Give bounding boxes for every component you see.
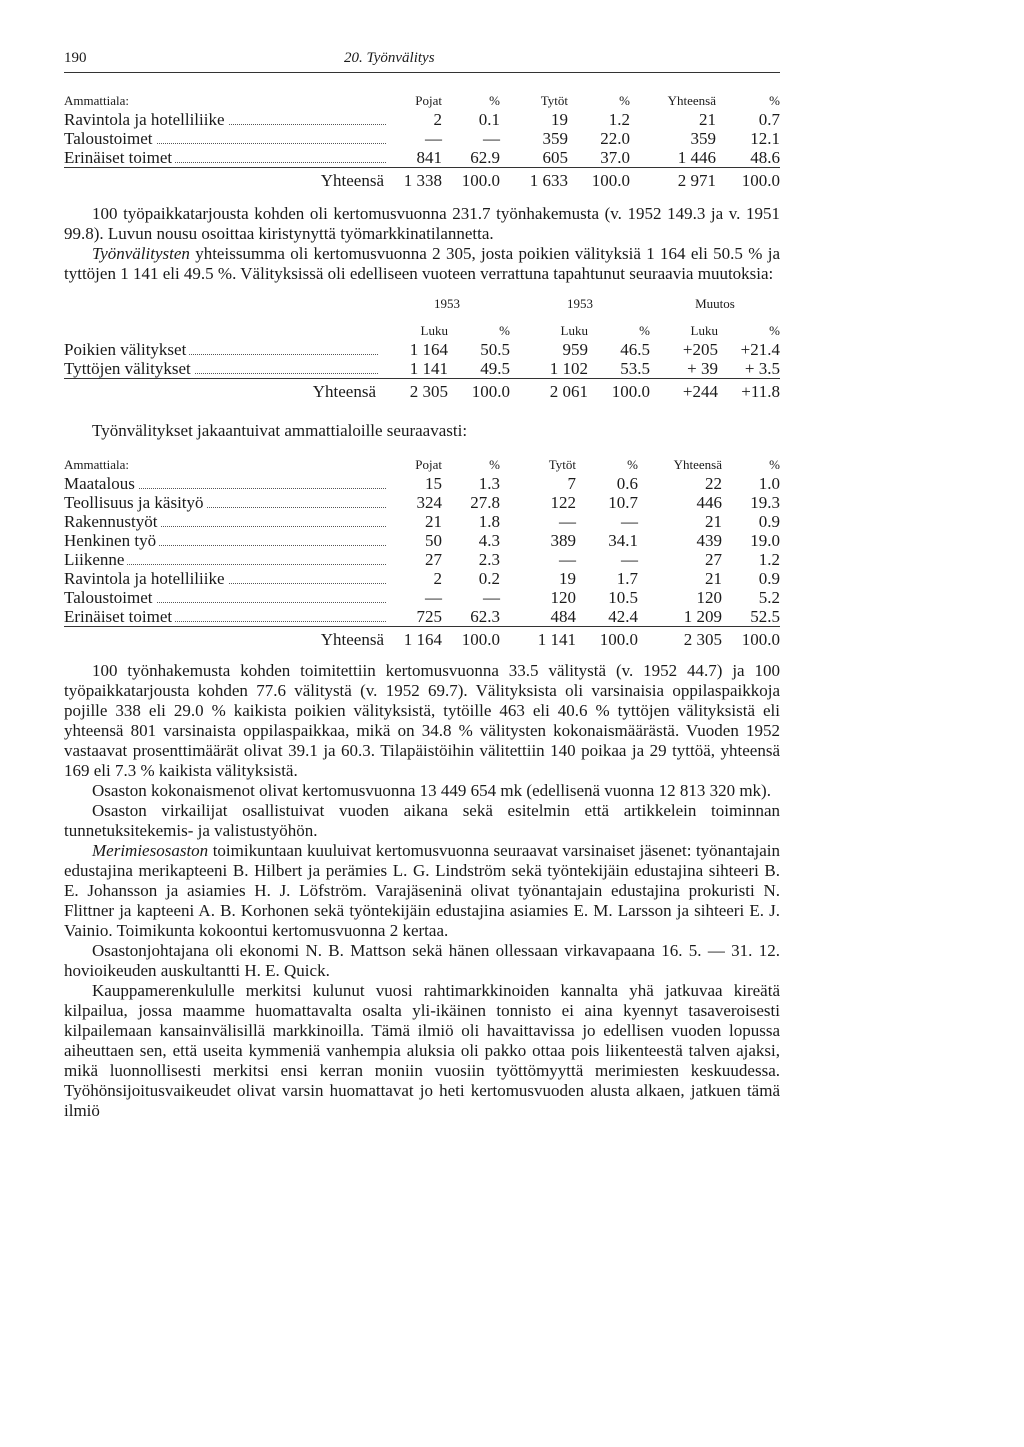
column-header: % <box>769 323 780 338</box>
table-cell: 100.0 <box>588 379 650 402</box>
table-cell: 1 164 <box>409 340 448 359</box>
table-occupations <box>64 455 780 649</box>
table-cell: 446 <box>696 493 722 512</box>
paragraph-text: toimikuntaan kuuluivat kertomusvuonna seuraavat varsinaiset jäsenet: työnantajain edustajina merikapteeni B. Hilbert ja perämies L. G. Lindström sekä työntekijäin edustajina sihteeri B. E. Johansson ja asiamies H. J. Löfström. Varajäseninä olivat työnantajain edustajina prokuristi N. Flittner ja kapteeni A. B. Korhonen sekä työntekijäin edustajina asiamies E. M. Larsson ja sihteeri E. J. Vainio. Toimikunta kokoontui kertomusvuonna 2 kertaa. <box>64 841 780 940</box>
row-label: Taloustoimet <box>64 129 392 148</box>
table-row <box>64 588 780 607</box>
table-cell: 1 446 <box>677 148 716 167</box>
table-total-row <box>64 627 780 650</box>
table-header-row <box>64 321 780 340</box>
page-number: 190 <box>64 50 87 66</box>
row-label: Rakennustyöt <box>64 512 392 531</box>
table-cell: 53.5 <box>620 359 650 378</box>
table-cell: 605 <box>542 148 568 167</box>
table-cell: 49.5 <box>480 359 510 378</box>
table-cell: 0.2 <box>478 569 500 588</box>
table-cell: 0.9 <box>758 569 780 588</box>
table-cell: — <box>621 512 638 531</box>
column-header: Ammattiala: <box>64 457 129 472</box>
table-cell: 484 <box>550 607 576 626</box>
paragraph: Osaston kokonaismenot olivat kertomusvuonna 13 449 654 mk (edellisenä vuonna 12 813 320 mk). <box>92 781 771 800</box>
paragraph <box>64 841 780 941</box>
table-cell: 21 <box>425 512 442 531</box>
table-cell: 27 <box>705 550 722 569</box>
table-cell: 21 <box>705 569 722 588</box>
table-header-row <box>64 91 780 110</box>
column-header: % <box>499 323 510 338</box>
table-cell: 12.1 <box>750 129 780 148</box>
table-cell: 19.3 <box>750 493 780 512</box>
table-placement-changes <box>64 294 780 401</box>
italic-term: Merimiesosaston <box>92 841 209 860</box>
table-cell: 46.5 <box>620 340 650 359</box>
table-cell: — <box>483 129 500 148</box>
table-cell: 21 <box>699 110 716 129</box>
table-cell: 21 <box>705 512 722 531</box>
row-label: Liikenne <box>64 550 392 569</box>
total-label: Yhteensä <box>64 168 392 191</box>
column-header: Pojat <box>415 93 442 108</box>
table-cell: — <box>559 512 576 531</box>
table-cell: 0.7 <box>758 110 780 129</box>
table-cell: 19.0 <box>750 531 780 550</box>
row-label: Tyttöjen välitykset <box>64 359 384 379</box>
table-row <box>64 340 780 359</box>
table-cell: 4.3 <box>478 531 500 550</box>
paragraph: 100 työpaikkatarjousta kohden oli kertomusvuonna 231.7 työnhakemusta (v. 1952 149.3 ja v. 1951 99.8). Luvun nousu osoittaa kiristynyttä työmarkkinatilannetta. <box>64 204 780 243</box>
column-header: % <box>489 457 500 472</box>
paragraph: Osaston virkailijat osallistuivat vuoden aikana sekä esitelmin että artikkelein toiminnan tunnetuksitekemis- ja valistustyöhön. <box>64 801 780 840</box>
table-row <box>64 359 780 379</box>
column-header: % <box>639 323 650 338</box>
column-header: Yhteensä <box>673 457 722 472</box>
table-cell: 100.0 <box>442 627 500 650</box>
table-cell: 0.1 <box>478 110 500 129</box>
table-cell: +244 <box>650 379 718 402</box>
table-cell: 7 <box>567 474 576 493</box>
page-header <box>64 50 780 73</box>
row-label: Maatalous <box>64 474 392 493</box>
table-cell: 15 <box>425 474 442 493</box>
row-label: Poikien välitykset <box>64 340 384 359</box>
paragraph: Kauppamerenkululle merkitsi kulunut vuosi rahtimarkkinoiden kannalta yhä jatkuvaa kireätä kilpailua, jossa maamme huomattavalta osalta yli-ikäinen tonnisto ei aina kyennyt tasaveroisesti kilpailemaan kansainvälisillä markkinoilla. Tämä ilmiö oli havaittavissa jo edellisen vuoden lopussa aiheuttaen sen, että useita kymmeniä vanhempia aluksia oli pakko ottaa pois liikenteestä talven ajaksi, mikä luonnollisesti merkitsi ensi kerran moniin vuosiin työttömyyttä merimiesten keskuudessa. Työhönsijoitusvaikeudet olivat varsin huomattavat jo heti kertomusvuoden alusta alkaen, jatkuen tämä ilmiö <box>64 981 780 1120</box>
column-group-header: 1953 <box>434 296 460 311</box>
table-cell: 27 <box>425 550 442 569</box>
column-header: Tytöt <box>548 457 576 472</box>
table-cell: 62.9 <box>470 148 500 167</box>
table-row <box>64 110 780 129</box>
table-cell: 1 141 <box>409 359 448 378</box>
table-cell: 1 102 <box>549 359 588 378</box>
table-cell: 2.3 <box>478 550 500 569</box>
table-group-header-row <box>64 294 780 313</box>
row-label: Ravintola ja hotelliliike <box>64 110 392 129</box>
column-header: Pojat <box>415 457 442 472</box>
table-cell: 1.0 <box>758 474 780 493</box>
running-title: 20. Työnvälitys <box>344 50 435 66</box>
table-cell: — <box>425 588 442 607</box>
table-cell: 1.8 <box>478 512 500 531</box>
table-row <box>64 531 780 550</box>
table-cell: 841 <box>416 148 442 167</box>
table-cell: 1.3 <box>478 474 500 493</box>
table-cell: 48.6 <box>750 148 780 167</box>
table-cell: 19 <box>559 569 576 588</box>
table-cell: — <box>425 129 442 148</box>
table-cell: 22.0 <box>600 129 630 148</box>
table-cell: +21.4 <box>740 340 780 359</box>
table-cell: 959 <box>562 340 588 359</box>
row-label: Teollisuus ja käsityö <box>64 493 392 512</box>
paragraph <box>64 244 780 284</box>
table-cell: 2 <box>433 569 442 588</box>
table-cell: 1 338 <box>392 168 442 191</box>
table-total-row <box>64 379 780 402</box>
table-header-row <box>64 455 780 474</box>
table-row <box>64 512 780 531</box>
table-row <box>64 474 780 493</box>
table-row <box>64 550 780 569</box>
table-cell: 2 971 <box>630 168 716 191</box>
table-cell: 2 <box>433 110 442 129</box>
table-cell: 100.0 <box>722 627 780 650</box>
column-group-header: 1953 <box>567 296 593 311</box>
table-cell: 122 <box>550 493 576 512</box>
table-cell: 100.0 <box>442 168 500 191</box>
table-cell: +205 <box>682 340 718 359</box>
row-label: Erinäiset toimet <box>64 148 392 168</box>
row-label: Taloustoimet <box>64 588 392 607</box>
table-cell: — <box>559 550 576 569</box>
table-cell: + 3.5 <box>744 359 780 378</box>
table-cell: — <box>483 588 500 607</box>
italic-term: Työnvälitysten <box>92 244 190 263</box>
table-cell: 2 305 <box>384 379 448 402</box>
column-header: % <box>627 457 638 472</box>
table-cell: 725 <box>416 607 442 626</box>
paragraph: 100 työnhakemusta kohden toimitettiin kertomusvuonna 33.5 välitystä (v. 1952 44.7) ja 100 työpaikkatarjousta kohden 77.6 välitystä (v. 1952 69.7). Välityksista oli varsinaisia oppilaspaikkoja pojille 338 eli 29.0 % kaikista poikien välityksistä, tytöille 463 eli 40.6 % tyttöjen välityksistä eli yhteensä 801 varsinaista oppilaspaikkaa, mikä on 34.8 % välitysten kokonaismäärästä. Vuoden 1952 vastaavat prosenttimäärät olivat 39.1 ja 60.3. Tilapäistöihin välitettiin 140 poikaa ja 29 tyttöä, yhteensä 169 eli 7.3 % kaikista välityksistä. <box>64 661 780 780</box>
column-header: Yhteensä <box>667 93 716 108</box>
column-header: % <box>769 93 780 108</box>
table-cell: 1 633 <box>500 168 568 191</box>
table-cell: 1.2 <box>758 550 780 569</box>
table-occupations-continued <box>64 91 780 190</box>
table-cell: 22 <box>705 474 722 493</box>
paragraph: Työnvälitykset jakaantuivat ammattialoille seuraavasti: <box>92 421 468 440</box>
table-cell: 0.9 <box>758 512 780 531</box>
table-cell: 37.0 <box>600 148 630 167</box>
table-cell: 359 <box>690 129 716 148</box>
table-cell: 42.4 <box>608 607 638 626</box>
table-cell: 100.0 <box>568 168 630 191</box>
table-cell: 389 <box>550 531 576 550</box>
row-label: Henkinen työ <box>64 531 392 550</box>
table-cell: 2 061 <box>510 379 588 402</box>
table-row <box>64 607 780 627</box>
table-cell: 2 305 <box>638 627 722 650</box>
table-row <box>64 148 780 168</box>
column-header: Luku <box>420 323 448 338</box>
total-label: Yhteensä <box>64 627 392 650</box>
table-row <box>64 129 780 148</box>
table-cell: 34.1 <box>608 531 638 550</box>
table-cell: 100.0 <box>716 168 780 191</box>
table-cell: 439 <box>696 531 722 550</box>
table-cell: +11.8 <box>718 379 780 402</box>
column-header: Ammattiala: <box>64 93 129 108</box>
table-cell: 1 209 <box>683 607 722 626</box>
paragraph-text: yhteissumma oli kertomusvuonna 2 305, josta poikien välityksiä 1 164 eli 50.5 % ja tyttöjen 1 141 eli 49.5 %. Välityksissä oli edelliseen vuoteen verrattuna tapahtunut seuraavia muutoksia: <box>64 244 780 283</box>
table-cell: 100.0 <box>576 627 638 650</box>
table-cell: + 39 <box>687 359 718 378</box>
table-cell: 62.3 <box>470 607 500 626</box>
total-label: Yhteensä <box>64 379 384 402</box>
table-cell: 120 <box>550 588 576 607</box>
table-cell: 359 <box>542 129 568 148</box>
row-label: Ravintola ja hotelliliike <box>64 569 392 588</box>
table-cell: — <box>621 550 638 569</box>
table-cell: 50 <box>425 531 442 550</box>
table-cell: 0.6 <box>616 474 638 493</box>
table-cell: 10.7 <box>608 493 638 512</box>
column-group-header: Muutos <box>695 296 735 311</box>
table-cell: 1 141 <box>500 627 576 650</box>
table-cell: 100.0 <box>448 379 510 402</box>
table-row <box>64 569 780 588</box>
column-header: % <box>489 93 500 108</box>
table-cell: 1.7 <box>616 569 638 588</box>
column-header: Luku <box>560 323 588 338</box>
table-cell: 52.5 <box>750 607 780 626</box>
column-header: Tytöt <box>540 93 568 108</box>
column-header: Luku <box>690 323 718 338</box>
table-cell: 10.5 <box>608 588 638 607</box>
table-cell: 5.2 <box>758 588 780 607</box>
page <box>64 50 780 1121</box>
column-header: % <box>769 457 780 472</box>
table-cell: 324 <box>416 493 442 512</box>
paragraph: Osastonjohtajana oli ekonomi N. B. Mattson sekä hänen ollessaan virkavapaana 16. 5. — 31. 12. hovioikeuden auskultantti H. E. Quick. <box>64 941 780 980</box>
table-cell: 27.8 <box>470 493 500 512</box>
table-cell: 1.2 <box>608 110 630 129</box>
table-row <box>64 493 780 512</box>
table-cell: 50.5 <box>480 340 510 359</box>
table-cell: 1 164 <box>392 627 442 650</box>
table-cell: 19 <box>551 110 568 129</box>
column-header: % <box>619 93 630 108</box>
row-label: Erinäiset toimet <box>64 607 392 627</box>
table-total-row <box>64 168 780 191</box>
table-cell: 120 <box>696 588 722 607</box>
